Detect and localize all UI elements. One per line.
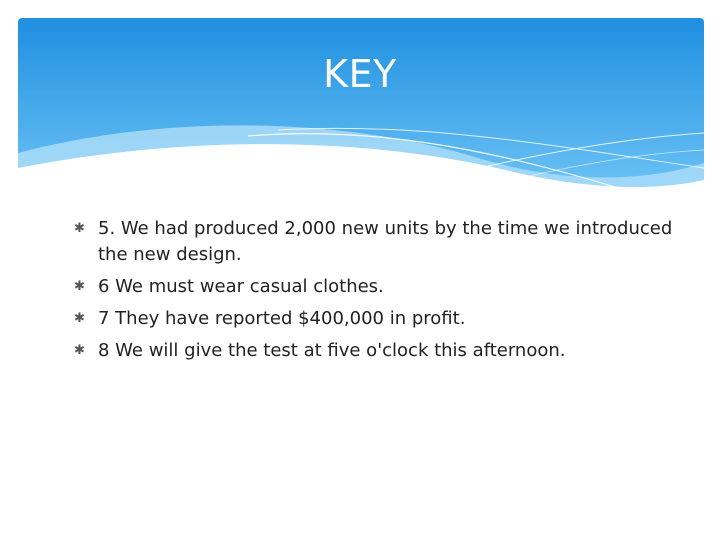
list-item-text: 6 We must wear casual clothes. xyxy=(98,276,384,297)
list-item-text: 8 We will give the test at five o'clock this afternoon. xyxy=(98,340,566,361)
list-item-text: 5. We had produced 2,000 new units by the time we introduced the new design. xyxy=(98,218,673,265)
list-item xyxy=(74,306,674,332)
slide-title: KEY xyxy=(323,52,397,96)
list-item xyxy=(74,274,674,300)
asterisk-icon: ✱ xyxy=(74,311,85,326)
asterisk-icon: ✱ xyxy=(74,279,85,294)
asterisk-icon: ✱ xyxy=(74,343,85,358)
banner-wave-graphic xyxy=(18,18,704,193)
list-item-text: 7 They have reported $400,000 in profit. xyxy=(98,308,466,329)
list-item xyxy=(74,216,674,268)
title-banner xyxy=(18,18,704,193)
bullet-list xyxy=(74,216,674,364)
list-item xyxy=(74,338,674,364)
content-area xyxy=(74,216,674,370)
asterisk-icon: ✱ xyxy=(74,221,85,236)
